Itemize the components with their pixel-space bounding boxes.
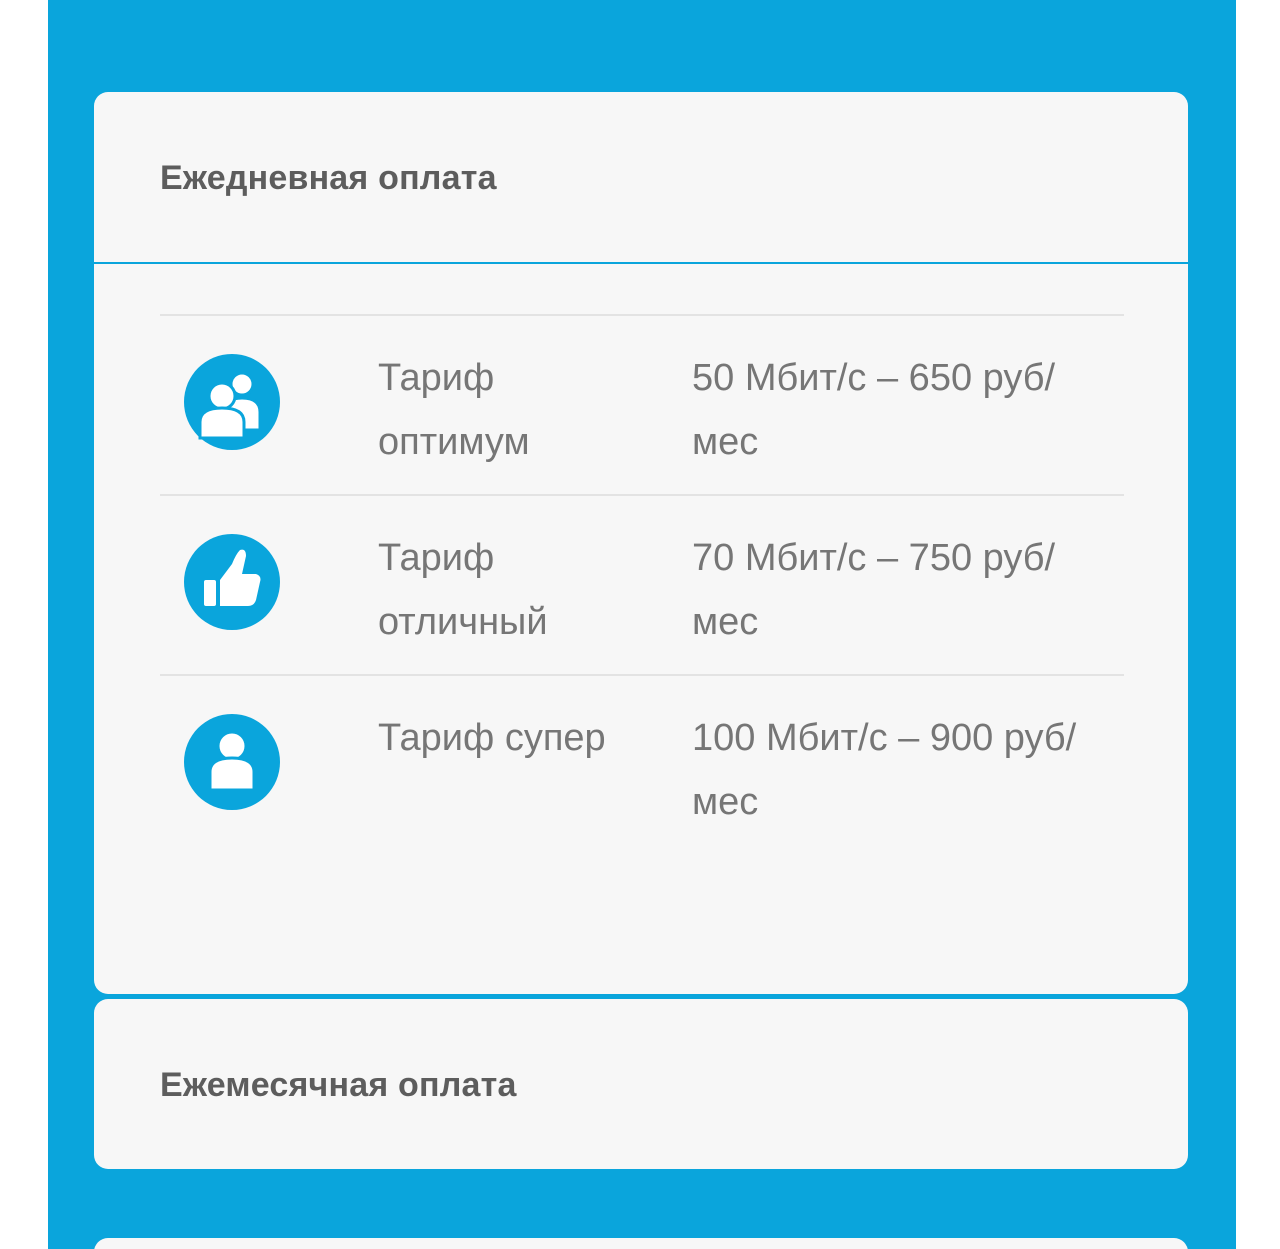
next-card	[94, 1238, 1188, 1249]
daily-payment-title: Ежедневная оплата	[160, 159, 497, 197]
tariff-name: Тариф супер	[378, 717, 606, 759]
monthly-payment-header[interactable]	[94, 999, 1188, 1169]
tariff-row-super	[160, 676, 1124, 854]
daily-payment-header[interactable]	[94, 92, 1188, 264]
tariff-list	[160, 314, 1124, 854]
users-icon	[184, 354, 280, 450]
thumbs-up-icon	[184, 534, 280, 630]
tariff-row-excellent	[160, 496, 1124, 676]
tariff-row-optimum	[160, 316, 1124, 496]
monthly-payment-title: Ежемесячная оплата	[160, 1066, 517, 1104]
tariff-price: 70 Мбит/с – 750 руб/мес	[692, 537, 1056, 643]
monthly-payment-card	[94, 999, 1188, 1169]
daily-payment-card	[94, 92, 1188, 994]
tariff-name: Тариф оптимум	[378, 357, 530, 463]
tariff-panel	[48, 0, 1236, 1249]
tariff-price: 50 Мбит/с – 650 руб/мес	[692, 357, 1056, 463]
user-icon	[184, 714, 280, 810]
tariff-name: Тариф отличный	[378, 537, 548, 643]
tariff-price: 100 Мбит/с – 900 руб/мес	[692, 717, 1077, 823]
